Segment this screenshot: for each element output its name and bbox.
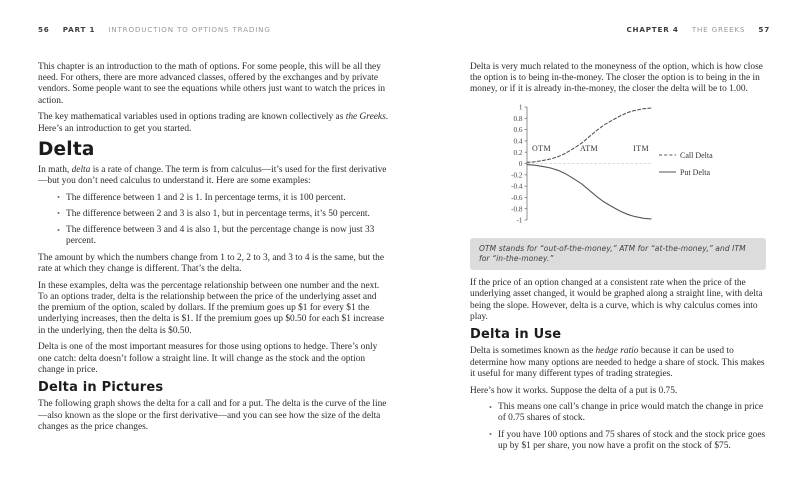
paragraph-examples: In these examples, delta was the percentage relationship between one number and the next. To an options trader, delta is the relationship between the price of the underlying asset and the premium of the option, scaled by dollars. If the premium goes up $1 for every $1 the underlying increases, then the delta is $1. If the premium goes up $0.50 for each $1 increase in the underlying, then the delta is $0.50. <box>38 280 384 336</box>
svg-text:0: 0 <box>518 160 523 169</box>
svg-text:0.8: 0.8 <box>513 115 523 124</box>
delta-examples-list <box>38 193 390 248</box>
running-head-right <box>626 25 770 34</box>
svg-text:-0.4: -0.4 <box>511 182 523 191</box>
svg-text:0.6: 0.6 <box>513 126 523 135</box>
list-item: • The difference between 2 and 3 is also 1, but in percentage terms, it’s 50 percent. <box>38 209 390 220</box>
svg-text:ATM: ATM <box>579 144 599 154</box>
right-page <box>470 62 772 458</box>
left-page <box>38 62 390 439</box>
paragraph-consistent-rate: If the price of an option changed at a consistent rate when the price of the underlying asset changed, it would be graphed along a straight line, with delta being the slope. However, delta is a curve, which is why calculus comes into play. <box>470 278 763 322</box>
svg-text:-1: -1 <box>516 216 523 225</box>
page-number-right: 57 <box>758 25 770 34</box>
list-item: • If you have 100 options and 75 shares of stock and the stock price goes up by $1 per share, you now have a profit on the stock of $75. <box>470 430 772 452</box>
part-label: PART 1 <box>62 25 96 34</box>
paragraph-how-it-works: Here’s how it works. Suppose the delta of a put is 0.75. <box>470 385 678 396</box>
heading-delta-in-pictures: Delta in Pictures <box>38 380 164 396</box>
chapter-label: CHAPTER 4 <box>626 25 679 34</box>
paragraph-pictures: The following graph shows the delta for a call and for a put. The delta is the curve of the line—also known as the slope or the first derivative—and you can see how the size of the delta changes as the price changes. <box>38 399 387 432</box>
paragraph-hedge: Delta is one of the most important measures for those using options to hedge. There’s only one catch: delta doesn’t follow a straight line. It will change as the stock and the option change in price. <box>38 342 378 375</box>
paragraph-greeks: The key mathematical variables used in options trading are known collectively as the Greeks. Here’s an introduction to get you started. <box>38 112 389 134</box>
running-heads <box>38 25 770 34</box>
svg-text:1: 1 <box>518 103 523 112</box>
part-title: INTRODUCTION TO OPTIONS TRADING <box>108 25 271 34</box>
paragraph-amount: The amount by which the numbers change from 1 to 2, 2 to 3, and 3 to 4 is the same, but the rate at which they change is different. That’s the delta. <box>38 252 385 275</box>
list-item: • The difference between 3 and 4 is also 1, but the percentage change is now just 33 percent. <box>38 225 390 247</box>
paragraph-moneyness: Delta is very much related to the moneyness of the option, which is how close the option is to being in-the-money. The closer the option is to being in the in money, or if it is already in-the-money, the closer the delta will be to 1.00. <box>470 62 763 95</box>
svg-text:OTM: OTM <box>532 144 551 154</box>
heading-delta-in-use: Delta in Use <box>470 327 562 343</box>
paragraph-intro: This chapter is an introduction to the math of options. For some people, this will be all they need. For others, there are more advanced classes, offered by the exchanges and by private vendors. Some people want to see the equations while others just want to watch the prices in action. <box>38 62 386 106</box>
svg-text:-0.2: -0.2 <box>511 171 523 180</box>
svg-text:ITM: ITM <box>633 144 649 154</box>
delta-chart-svg <box>498 101 798 235</box>
paragraph-hedge-ratio: Delta is sometimes known as the hedge ratio because it can be used to determine how many options are needed to hedge a share of stock. This makes it useful for many different types of trading strategies. <box>470 346 765 379</box>
chapter-title: THE GREEKS <box>691 25 746 34</box>
svg-text:0.4: 0.4 <box>513 137 523 146</box>
list-item: • The difference between 1 and 2 is 1. In percentage terms, it is 100 percent. <box>38 193 390 204</box>
running-head-left <box>38 25 271 34</box>
delta-chart <box>470 101 772 235</box>
list-item: • This means one call’s change in price would match the change in price of 0.75 shares of stock. <box>470 402 772 424</box>
paragraph-delta-definition: In math, delta is a rate of change. The term is from calculus—it’s used for the first derivative—but you don’t need calculus to understand it. Here are some examples: <box>38 164 387 186</box>
heading-delta: Delta <box>38 139 95 161</box>
svg-text:-0.6: -0.6 <box>511 194 523 203</box>
callout-text: OTM stands for “out-of-the-money,” ATM for “at-the-money,” and ITM for “in-the-money.” <box>479 243 746 264</box>
svg-text:0.2: 0.2 <box>513 148 523 157</box>
svg-text:Call Delta: Call Delta <box>680 150 713 160</box>
definition-callout <box>470 238 766 270</box>
page-number-left: 56 <box>38 25 50 34</box>
svg-text:Put Delta: Put Delta <box>680 167 710 177</box>
svg-text:-0.8: -0.8 <box>511 205 523 214</box>
hedge-example-list <box>470 402 772 452</box>
